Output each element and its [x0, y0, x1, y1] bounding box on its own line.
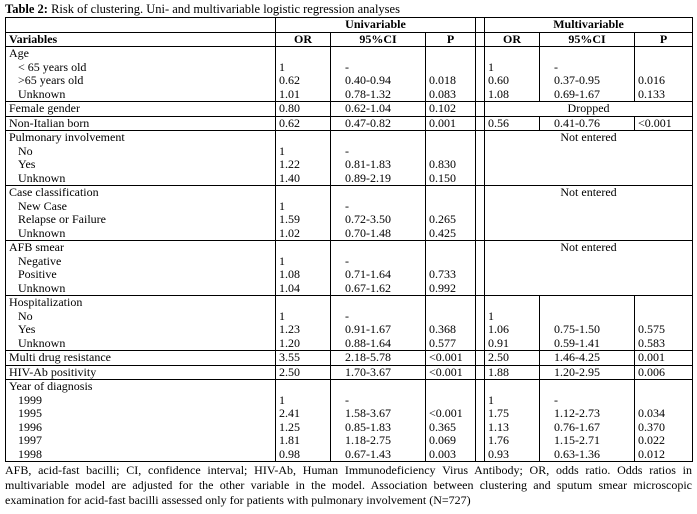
spacer	[279, 47, 330, 61]
spacer	[345, 47, 425, 61]
univariable-or-value: 1.01	[279, 86, 300, 101]
spacer	[488, 380, 539, 394]
spacer	[345, 186, 425, 200]
univariable-ci-value: 0.78-1.32	[345, 86, 391, 101]
variable-label-cell	[6, 116, 276, 131]
multivariable-p-value: 0.583	[638, 335, 666, 350]
univariable-p-value: 0.018	[429, 73, 456, 87]
univariable-ci-value: -	[345, 198, 349, 213]
univariable-or-cell	[276, 351, 331, 366]
univariable-p-cell	[426, 241, 476, 296]
univariable-ci-value: 0.91-1.67	[345, 322, 391, 336]
univariable-or-cell	[276, 47, 331, 102]
section-title: Hospitalization	[9, 295, 83, 309]
variable-label-cell	[6, 380, 276, 462]
univariable-ci-value: -	[345, 392, 349, 407]
multivariable-p-value: 0.575	[638, 322, 666, 336]
univariable-or-value: 1.81	[279, 433, 300, 447]
univariable-p-value: 0.733	[429, 267, 456, 281]
univariable-or-value: 1.25	[279, 419, 300, 434]
multivariable-p-value	[638, 310, 692, 324]
multivariable-p-value: 0.012	[638, 446, 666, 461]
table-section	[6, 365, 693, 380]
multivariable-ci-value: 0.63-1.36	[554, 446, 601, 461]
section-title: Pulmonary involvement	[9, 130, 125, 144]
multivariable-p-value: <0.001	[638, 116, 672, 130]
univariable-ci-value: 0.67-1.43	[345, 446, 391, 461]
table-section	[6, 116, 693, 131]
spacer	[429, 241, 475, 255]
univariable-p-value: 0.577	[429, 335, 456, 350]
multivariable-or-value: 1.08	[488, 86, 510, 101]
table-section	[6, 47, 693, 102]
multivariable-p-cell	[635, 116, 693, 131]
multivariable-ci-value: 0.37-0.95	[554, 73, 601, 87]
multivariable-ci-value: 0.59-1.41	[554, 335, 601, 350]
variable-label-cell	[6, 131, 276, 186]
multivariable-ci-value: 1.15-2.71	[554, 433, 601, 447]
multivariable-ci-value: 1.20-2.95	[554, 365, 601, 379]
univariable-p-cell	[426, 365, 476, 380]
variable-label: 1995	[18, 406, 42, 420]
univariable-p-value: 0.368	[429, 322, 456, 336]
variable-label: New Case	[18, 198, 67, 213]
multivariable-ci-cell	[540, 116, 635, 131]
univariable-p-value: 0.003	[429, 446, 456, 461]
univariable-p-cell	[426, 186, 476, 241]
column-header-row	[6, 32, 693, 47]
multivariable-or-cell	[485, 296, 540, 351]
column-gap	[476, 47, 485, 102]
variable-label: Negative	[18, 253, 62, 268]
univariable-ci-cell	[331, 296, 426, 351]
univariable-p-cell	[426, 296, 476, 351]
univariable-ci-value: 1.70-3.67	[345, 365, 391, 379]
spacer	[638, 296, 692, 310]
univariable-ci-value: 0.70-1.48	[345, 225, 391, 240]
variables-header: Variables	[6, 32, 276, 47]
multivariable-p-value: 0.001	[638, 350, 666, 364]
multivariable-or-value: 1.88	[488, 365, 510, 379]
multivariable-note-cell	[485, 241, 693, 296]
univariable-p-value: 0.830	[429, 157, 456, 171]
univariable-ci-value: 0.47-0.82	[345, 116, 391, 130]
univariable-or-value: 2.41	[279, 406, 300, 420]
spacer	[429, 131, 475, 145]
column-gap	[476, 365, 485, 380]
multivariable-p-cell	[635, 47, 693, 102]
univariable-ci-value: 0.89-2.19	[345, 170, 391, 185]
multivariable-or-value: 0.93	[488, 446, 510, 461]
univariable-p-value: 0.069	[429, 433, 456, 447]
univariable-or-value: 1.40	[279, 170, 300, 185]
spacer	[554, 296, 634, 310]
spacer	[429, 296, 475, 310]
spacer	[488, 47, 539, 61]
univariable-or-value: 1.08	[279, 267, 300, 281]
univariable-or-value: 1	[279, 143, 285, 158]
variable-label-cell	[6, 241, 276, 296]
table-section	[6, 131, 693, 186]
variable-label-cell	[6, 365, 276, 380]
table-section	[6, 241, 693, 296]
spacer	[279, 186, 330, 200]
column-gap	[476, 116, 485, 131]
regression-table	[5, 17, 693, 462]
univariable-ci-value: 0.85-1.83	[345, 419, 391, 434]
multivariable-p-cell	[635, 365, 693, 380]
column-gap	[476, 296, 485, 351]
table-caption	[5, 2, 692, 17]
variable-label: 1996	[18, 419, 42, 434]
univariable-ci-cell	[331, 102, 426, 117]
univariable-ci-cell	[331, 131, 426, 186]
multivariable-ci-value: 0.69-1.67	[554, 86, 601, 101]
multivariable-header: Multivariable	[485, 18, 693, 33]
multivariable-ci-value: 1.12-2.73	[554, 406, 601, 420]
univariable-ci-value: -	[345, 59, 349, 74]
column-gap	[476, 380, 485, 462]
univariable-ci-cell	[331, 365, 426, 380]
multivariable-ci-cell	[540, 296, 635, 351]
spacer	[279, 380, 330, 394]
univariable-or-value: 1.20	[279, 335, 300, 350]
univariable-ci-value: 1.58-3.67	[345, 406, 391, 420]
multivariable-p-value	[638, 394, 692, 408]
variable-label: Multi drug resistance	[9, 350, 111, 364]
univariable-ci-cell	[331, 241, 426, 296]
multivariable-ci-value: 0.75-1.50	[554, 322, 601, 336]
p-header: P	[426, 32, 476, 47]
univariable-p-value: 0.001	[429, 116, 456, 130]
univariable-or-value: 1.22	[279, 157, 300, 171]
univariable-p-value	[429, 394, 475, 408]
multivariable-p-value	[638, 61, 692, 75]
univariable-or-value: 2.50	[279, 365, 300, 379]
group-header-row	[6, 18, 693, 33]
table-container	[5, 2, 692, 462]
multivariable-ci-cell	[540, 365, 635, 380]
or-header-multi: OR	[485, 32, 540, 47]
multivariable-or-cell	[485, 380, 540, 462]
univariable-or-cell	[276, 365, 331, 380]
univariable-p-value: 0.425	[429, 225, 456, 240]
univariable-or-value: 1.59	[279, 212, 300, 226]
multivariable-p-value: 0.006	[638, 365, 666, 379]
univariable-ci-value: -	[345, 253, 349, 268]
multivariable-p-value: 0.022	[638, 433, 666, 447]
univariable-or-value: 1	[279, 198, 285, 213]
multivariable-or-value: 1	[488, 392, 495, 407]
table-section	[6, 102, 693, 117]
spacer	[345, 380, 425, 394]
spacer	[279, 296, 330, 310]
multivariable-or-value: 0.56	[488, 116, 510, 130]
variable-label: Relapse or Failure	[18, 212, 106, 226]
univariable-p-value: 0.083	[429, 86, 456, 101]
variable-label-cell	[6, 351, 276, 366]
section-title: Case classification	[9, 185, 99, 199]
column-gap	[476, 186, 485, 241]
multivariable-p-cell	[635, 380, 693, 462]
variable-label: Yes	[18, 322, 36, 336]
variable-label: Female gender	[9, 101, 80, 115]
ci-header: 95%CI	[331, 32, 426, 47]
univariable-p-value: <0.001	[429, 406, 463, 420]
variable-label-cell	[6, 296, 276, 351]
variable-label: Yes	[18, 157, 36, 171]
spacer	[429, 47, 475, 61]
univariable-p-cell	[426, 102, 476, 117]
univariable-or-value: 0.80	[279, 101, 300, 115]
multivariable-ci-value: 1.46-4.25	[554, 350, 601, 364]
multivariable-note: Not entered	[560, 240, 617, 254]
multivariable-ci-value: -	[554, 59, 559, 74]
multivariable-or-cell	[485, 351, 540, 366]
univariable-p-value: 0.150	[429, 170, 456, 185]
ci-header-multi: 95%CI	[540, 32, 635, 47]
multivariable-ci-value: 0.41-0.76	[554, 116, 601, 130]
univariable-ci-value: 0.71-1.64	[345, 267, 391, 281]
univariable-p-value: <0.001	[429, 365, 463, 379]
univariable-ci-value: -	[345, 308, 349, 323]
spacer	[345, 296, 425, 310]
multivariable-p-value: 0.370	[638, 419, 666, 434]
column-gap	[476, 241, 485, 296]
univariable-p-value	[429, 200, 475, 214]
univariable-ci-value: 0.40-0.94	[345, 73, 391, 87]
univariable-or-cell	[276, 380, 331, 462]
multivariable-p-value: 0.133	[638, 86, 666, 101]
spacer	[554, 380, 634, 394]
multivariable-or-value: 1	[488, 59, 495, 74]
univariable-p-value: 0.365	[429, 419, 456, 434]
univariable-ci-value: 0.81-1.83	[345, 157, 391, 171]
multivariable-or-cell	[485, 47, 540, 102]
univariable-or-cell	[276, 102, 331, 117]
univariable-ci-value: -	[345, 143, 349, 158]
univariable-or-value: 3.55	[279, 350, 300, 364]
univariable-or-value: 0.98	[279, 446, 300, 461]
univariable-ci-value: 0.72-3.50	[345, 212, 391, 226]
univariable-or-cell	[276, 296, 331, 351]
multivariable-or-cell	[485, 365, 540, 380]
multivariable-ci-cell	[540, 380, 635, 462]
univariable-or-value: 1.02	[279, 225, 300, 240]
table-section	[6, 351, 693, 366]
univariable-ci-value: 0.62-1.04	[345, 101, 391, 115]
table-section	[6, 296, 693, 351]
variable-label-cell	[6, 186, 276, 241]
variable-label: Unknown	[18, 280, 66, 295]
column-gap	[476, 131, 485, 186]
multivariable-ci-value: -	[554, 392, 559, 407]
variable-label: 1997	[18, 433, 42, 447]
variable-label: No	[18, 308, 33, 323]
multivariable-note: Not entered	[560, 185, 617, 199]
variable-label: Unknown	[18, 335, 66, 350]
multivariable-p-value: 0.034	[638, 406, 666, 420]
univariable-or-cell	[276, 131, 331, 186]
univariable-p-value: 0.265	[429, 212, 456, 226]
variable-label-cell	[6, 102, 276, 117]
univariable-ci-cell	[331, 380, 426, 462]
variable-label: Non-Italian born	[9, 116, 90, 130]
caption-label: Table 2:	[5, 2, 48, 16]
univariable-p-cell	[426, 131, 476, 186]
variable-label: Unknown	[18, 225, 66, 240]
univariable-p-cell	[426, 47, 476, 102]
multivariable-note: Dropped	[567, 101, 610, 115]
univariable-p-cell	[426, 116, 476, 131]
univariable-or-value: 1.04	[279, 280, 300, 295]
univariable-p-value	[429, 255, 475, 269]
univariable-ci-value: 1.18-2.75	[345, 433, 391, 447]
univariable-p-value	[429, 61, 475, 75]
univariable-p-cell	[426, 380, 476, 462]
multivariable-or-value: 1.76	[488, 433, 510, 447]
multivariable-or-value: 1.75	[488, 406, 510, 420]
univariable-p-value: 0.992	[429, 280, 456, 295]
variable-label: HIV-Ab positivity	[9, 365, 97, 379]
section-title: AFB smear	[9, 240, 64, 254]
multivariable-p-value: 0.016	[638, 73, 666, 87]
variable-label: 1998	[18, 446, 42, 461]
multivariable-note-cell	[485, 131, 693, 186]
multivariable-ci-value: 0.76-1.67	[554, 419, 601, 434]
univariable-ci-cell	[331, 116, 426, 131]
p-header-multi: P	[635, 32, 693, 47]
spacer	[279, 241, 330, 255]
section-title: Year of diagnosis	[9, 379, 93, 393]
spacer	[345, 241, 425, 255]
univariable-or-value: 0.62	[279, 73, 300, 87]
multivariable-or-value: 2.50	[488, 350, 510, 364]
variable-label: No	[18, 143, 33, 158]
univariable-or-cell	[276, 186, 331, 241]
univariable-or-value: 0.62	[279, 116, 300, 130]
or-header: OR	[276, 32, 331, 47]
univariable-ci-cell	[331, 351, 426, 366]
univariable-or-cell	[276, 241, 331, 296]
spacer	[554, 47, 634, 61]
univariable-or-value: 1.23	[279, 322, 300, 336]
multivariable-ci-cell	[540, 351, 635, 366]
univariable-or-value: 1	[279, 59, 285, 74]
multivariable-note-cell	[485, 186, 693, 241]
univariable-ci-value: 0.67-1.62	[345, 280, 391, 295]
multivariable-or-value: 0.60	[488, 73, 510, 87]
multivariable-ci-value	[554, 310, 634, 324]
spacer	[279, 131, 330, 145]
multivariable-or-value: 1.06	[488, 322, 510, 336]
univariable-p-cell	[426, 351, 476, 366]
multivariable-or-value: 1.13	[488, 419, 510, 434]
variable-label: Unknown	[18, 170, 66, 185]
variable-label-cell	[6, 47, 276, 102]
column-gap	[476, 102, 485, 117]
variable-label: < 65 years old	[18, 59, 87, 74]
spacer	[429, 380, 475, 394]
section-title: Age	[9, 46, 29, 60]
spacer	[638, 380, 692, 394]
univariable-ci-value: 0.88-1.64	[345, 335, 391, 350]
univariable-or-value: 1	[279, 253, 285, 268]
univariable-p-value: 0.102	[429, 101, 456, 115]
multivariable-note: Not entered	[560, 130, 617, 144]
multivariable-or-cell	[485, 116, 540, 131]
multivariable-p-cell	[635, 296, 693, 351]
spacer	[488, 296, 539, 310]
column-gap	[476, 351, 485, 366]
variable-label: Positive	[18, 267, 57, 281]
univariable-p-value	[429, 310, 475, 324]
univariable-or-value: 1	[279, 308, 285, 323]
univariable-or-cell	[276, 116, 331, 131]
univariable-or-value: 1	[279, 392, 285, 407]
variable-label: Unknown	[18, 86, 66, 101]
univariable-p-value	[429, 145, 475, 159]
table-body	[6, 18, 693, 462]
multivariable-ci-cell	[540, 47, 635, 102]
univariable-ci-value: 2.18-5.78	[345, 350, 391, 364]
variable-label: 1999	[18, 392, 42, 407]
caption-text: Risk of clustering. Uni- and multivariable logistic regression analyses	[47, 2, 400, 16]
multivariable-or-value: 0.91	[488, 335, 510, 350]
variable-label: >65 years old	[18, 73, 84, 87]
multivariable-or-value: 1	[488, 308, 495, 323]
spacer	[429, 186, 475, 200]
table-section	[6, 186, 693, 241]
table-footnote: AFB, acid-fast bacilli; CI, confidence interval; HIV-Ab, Human Immunodeficiency Virus Antibody; OR, odds ratio. Odds ratios in multivariable model are adjusted for the other variable in the model. Association between clustering and sputum smear microscopic examination for acid-fast bacilli assessed only for patients with pulmonary involvement (N=727)	[5, 463, 692, 507]
univariable-header: Univariable	[276, 18, 476, 33]
multivariable-note-cell	[485, 102, 693, 117]
table-section	[6, 380, 693, 462]
spacer	[638, 47, 692, 61]
univariable-ci-cell	[331, 186, 426, 241]
univariable-p-value: <0.001	[429, 350, 463, 364]
spacer	[345, 131, 425, 145]
univariable-ci-cell	[331, 47, 426, 102]
multivariable-p-cell	[635, 351, 693, 366]
